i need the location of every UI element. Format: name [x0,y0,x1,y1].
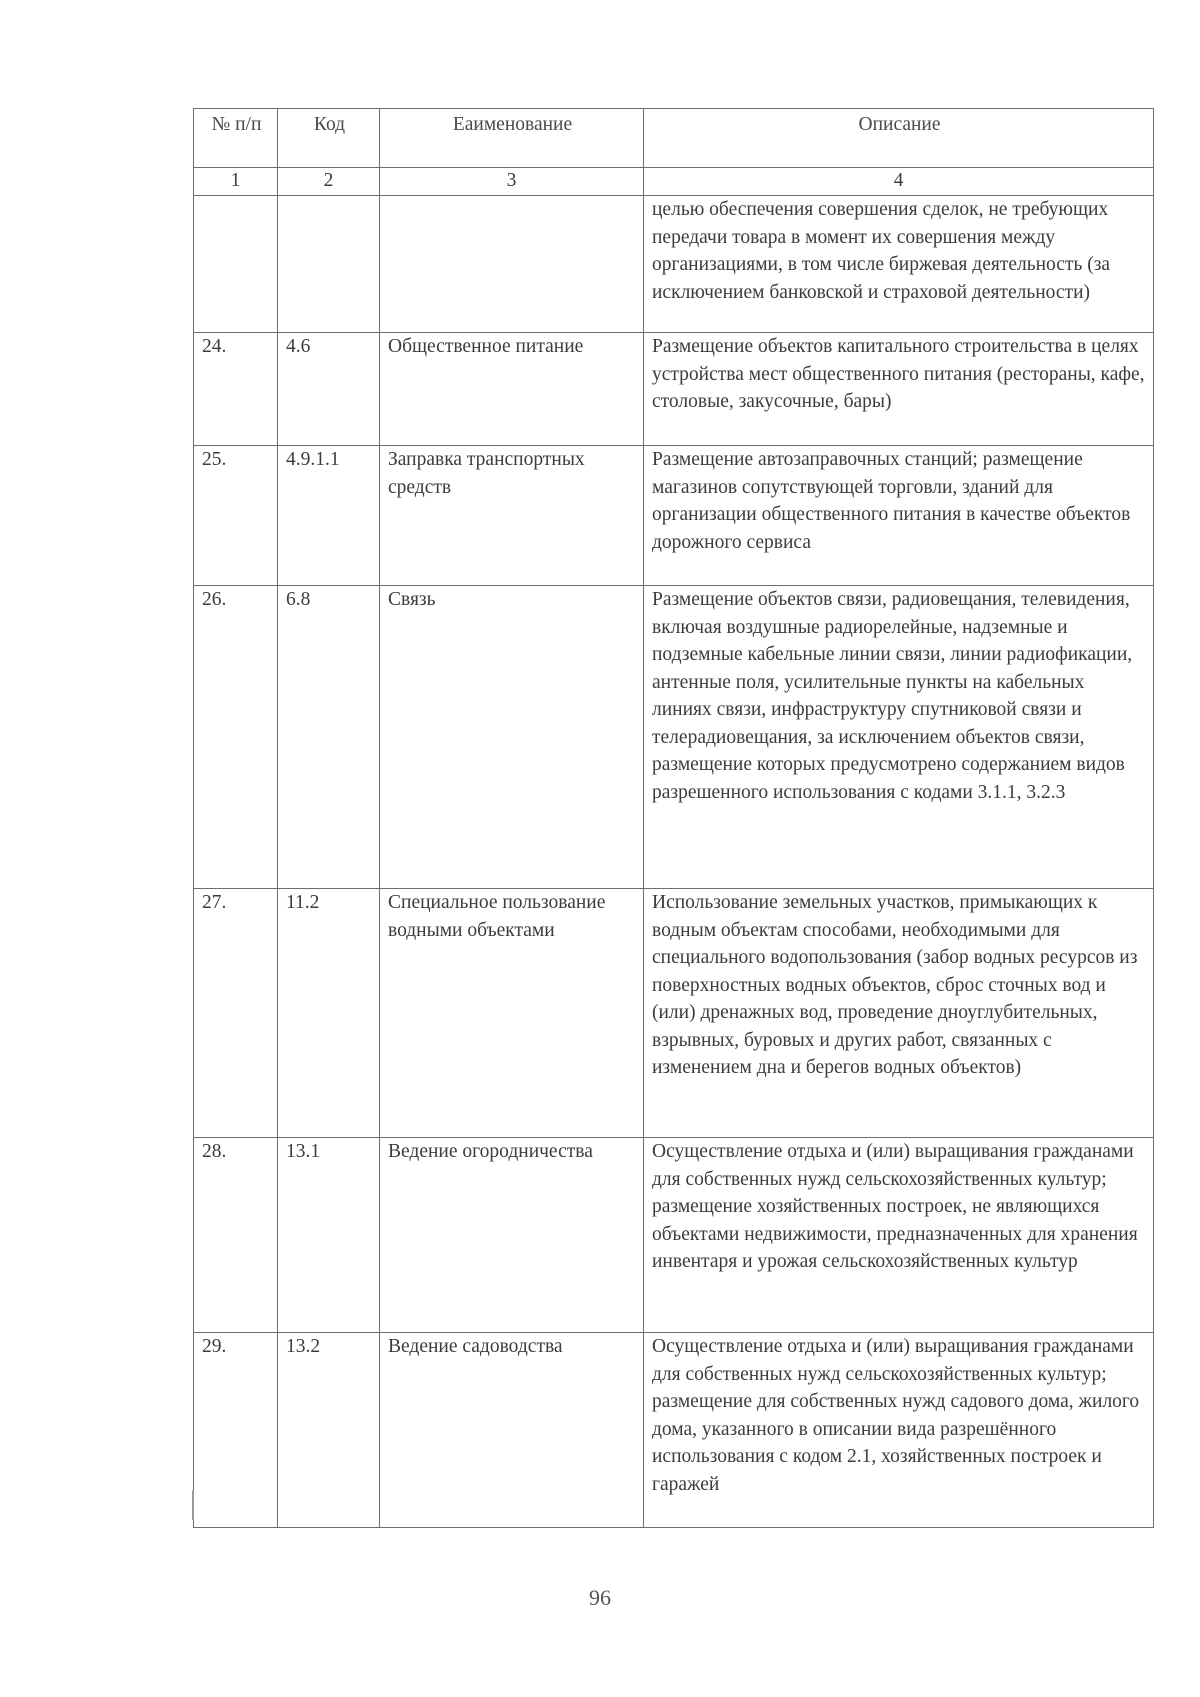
column-number-row [194,168,1154,196]
row-num: 27. [194,889,278,1138]
row-num: 29. [194,1333,278,1528]
header-description: Описание [644,109,1154,168]
row-num: 26. [194,586,278,889]
row-name: Заправка транспортных средств [380,446,644,586]
header-code: Код [278,109,380,168]
row-name: Общественное питание [380,333,644,446]
column-number: 2 [278,168,380,196]
page-number: 96 [589,1585,611,1610]
table-header-row [194,109,1154,168]
row-name: Специальное пользование водными объектами [380,889,644,1138]
row-code: 6.8 [278,586,380,889]
row-name: Ведение огородничества [380,1138,644,1333]
row-description: Осуществление отдыха и (или) выращивания гражданами для собственных нужд сельскохозяйственных культур; размещение хозяйственных построек, не являющихся объектами недвижимости, предназначенных для хранения инвентаря и урожая сельскохозяйственных культур [644,1138,1154,1333]
header-num: № п/п [194,109,278,168]
row-code: 13.1 [278,1138,380,1333]
row-description: целью обеспечения совершения сделок, не требующих передачи товара в момент их совершения между организациями, в том числе биржевая деятельность (за исключением банковской и страховой деятельности) [644,196,1154,333]
row-description: Размещение автозаправочных станций; размещение магазинов сопутствующей торговли, зданий для организации общественного питания в качестве объектов дорожного сервиса [644,446,1154,586]
column-number: 4 [644,168,1154,196]
table-row [194,333,1154,446]
table-row [194,196,1154,333]
column-number: 3 [380,168,644,196]
header-name: Еаименование [380,109,644,168]
row-name: Ведение садоводства [380,1333,644,1528]
column-number: 1 [194,168,278,196]
table-row [194,1333,1154,1528]
row-num: 28. [194,1138,278,1333]
land-use-table [193,108,1154,1528]
row-name [380,196,644,333]
row-num: 25. [194,446,278,586]
row-num: 24. [194,333,278,446]
row-code: 4.9.1.1 [278,446,380,586]
row-description: Использование земельных участков, примыкающих к водным объектам способами, необходимыми для специального водопользования (забор водных ресурсов из поверхностных водных объектов, сброс сточных вод и (или) дренажных вод, проведение дноуглубительных, взрывных, буровых и других работ, связанных с изменением дна и берегов водных объектов) [644,889,1154,1138]
row-name: Связь [380,586,644,889]
row-code: 11.2 [278,889,380,1138]
table-row [194,586,1154,889]
row-description: Осуществление отдыха и (или) выращивания гражданами для собственных нужд сельскохозяйственных культур; размещение для собственных нужд садового дома, жилого дома, указанного в описании вида разрешённого использования с кодом 2.1, хозяйственных построек и гаражей [644,1333,1154,1528]
table-row [194,889,1154,1138]
row-num [194,196,278,333]
row-description: Размещение объектов связи, радиовещания, телевидения, включая воздушные радиорелейные, надземные и подземные кабельные линии связи, линии радиофикации, антенные поля, усилительные пункты на кабельных линиях связи, инфраструктуру спутниковой связи и телерадиовещания, за исключением объектов связи, размещение которых предусмотрено содержанием видов разрешенного использования с кодами 3.1.1, 3.2.3 [644,586,1154,889]
table-row [194,446,1154,586]
table-row [194,1138,1154,1333]
row-code: 4.6 [278,333,380,446]
row-code [278,196,380,333]
row-description: Размещение объектов капитального строительства в целях устройства мест общественного питания (рестораны, кафе, столовые, закусочные, бары) [644,333,1154,446]
row-code: 13.2 [278,1333,380,1528]
scan-artifact [192,1490,194,1520]
